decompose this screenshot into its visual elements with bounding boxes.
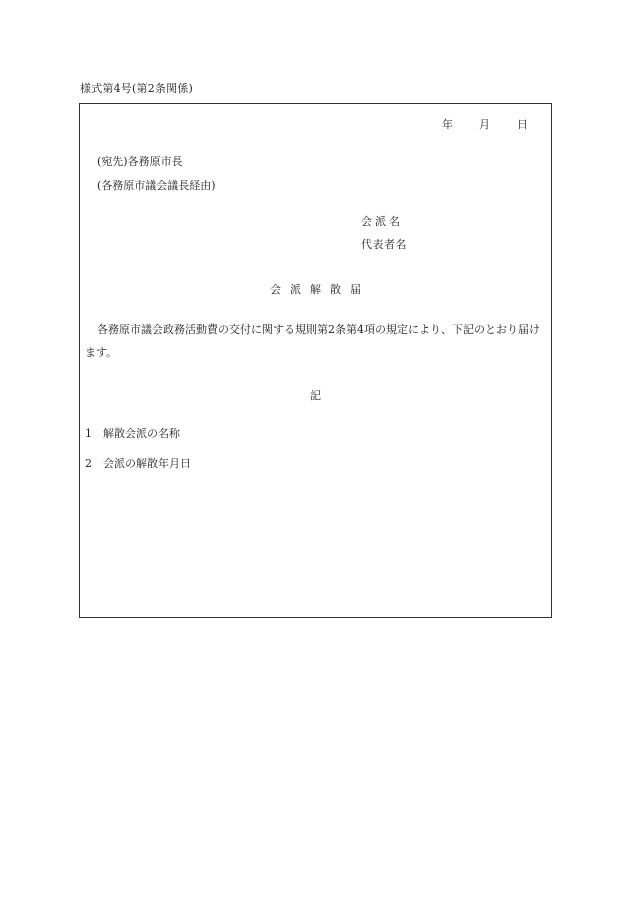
date-month-label: 月: [479, 118, 490, 131]
date-year-label: 年: [442, 118, 453, 131]
item-label: 解散会派の名称: [103, 427, 180, 440]
body-text: 各務原市議会政務活動費の交付に関する規則第2条第4項の規定により、下記のとおり届けます。: [85, 323, 540, 359]
addressee: (宛先)各務原市長: [97, 155, 183, 168]
item-number: 2: [85, 457, 92, 470]
form-box: [79, 103, 552, 618]
form-number: 様式第4号(第2条関係): [80, 82, 193, 95]
representative-name-label: 代表者名: [361, 238, 407, 251]
notes-heading: 記: [310, 389, 321, 402]
date-day-label: 日: [517, 118, 528, 131]
list-item: [85, 455, 191, 471]
item-label: 会派の解散年月日: [103, 457, 191, 470]
list-item: [85, 425, 180, 441]
group-name-label: 会派名: [361, 215, 403, 228]
item-number: 1: [85, 427, 92, 440]
via-line: (各務原市議会議長経由): [97, 179, 216, 192]
document-title: 会派解散届: [270, 283, 370, 296]
